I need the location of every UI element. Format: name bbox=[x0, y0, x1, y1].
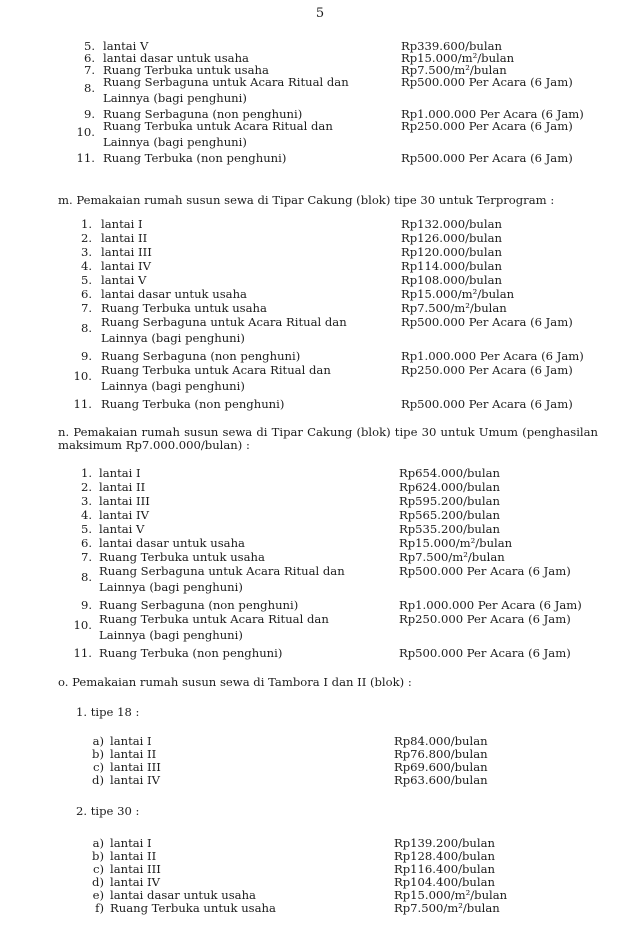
item-price: Rp114.000/bulan bbox=[401, 259, 502, 273]
item-number: 6. bbox=[80, 287, 92, 301]
item-label: lantai I bbox=[110, 836, 152, 850]
item-price: Rp500.000 Per Acara (6 Jam) bbox=[401, 151, 573, 165]
item-label: lantai II bbox=[110, 849, 157, 863]
item-label: Ruang Terbuka untuk usaha bbox=[110, 901, 276, 915]
item-number: 5. bbox=[80, 273, 92, 287]
item-price: Rp565.200/bulan bbox=[399, 508, 500, 522]
item-label: Ruang Terbuka untuk usaha bbox=[101, 301, 267, 315]
item-number: 7. bbox=[83, 63, 95, 77]
item-price: Rp108.000/bulan bbox=[401, 273, 502, 287]
item-number: 8. bbox=[80, 321, 92, 335]
item-label: lantai IV bbox=[110, 875, 161, 889]
item-price: Rp76.800/bulan bbox=[394, 747, 488, 761]
section-o-sub1-title: 1. tipe 18 : bbox=[76, 705, 140, 719]
item-number: 4. bbox=[80, 259, 92, 273]
item-price: Rp15.000/m²/bulan bbox=[401, 51, 515, 65]
item-label: lantai V bbox=[101, 273, 147, 287]
item-number: a) bbox=[92, 836, 104, 850]
item-label: lantai I bbox=[110, 734, 152, 748]
item-number: d) bbox=[92, 875, 104, 889]
item-number: 1. bbox=[80, 466, 92, 480]
item-label: Ruang Terbuka untuk Acara Ritual dan bbox=[99, 612, 329, 626]
item-label: lantai dasar untuk usaha bbox=[110, 888, 256, 902]
item-label: Ruang Serbaguna (non penghuni) bbox=[99, 598, 299, 612]
item-label: lantai dasar untuk usaha bbox=[103, 51, 249, 65]
item-price: Rp7.500/m²/bulan bbox=[399, 550, 505, 564]
item-number: 5. bbox=[80, 522, 92, 536]
item-label: lantai III bbox=[110, 862, 161, 876]
section-n-title: n. Pemakaian rumah susun sewa di Tipar Cakung (blok) tipe 30 untuk Umum (penghasilan maksimum Rp7.000.000/bulan) : bbox=[58, 425, 598, 452]
item-number: 2. bbox=[80, 480, 92, 494]
item-label: lantai IV bbox=[101, 259, 152, 273]
item-label: Lainnya (bagi penghuni) bbox=[99, 580, 243, 594]
item-price: Rp500.000 Per Acara (6 Jam) bbox=[401, 315, 573, 329]
item-price: Rp116.400/bulan bbox=[394, 862, 495, 876]
item-label: Ruang Serbaguna (non penghuni) bbox=[101, 349, 301, 363]
item-label: Lainnya (bagi penghuni) bbox=[101, 331, 245, 345]
item-price: Rp250.000 Per Acara (6 Jam) bbox=[401, 363, 573, 377]
item-label: lantai III bbox=[99, 494, 150, 508]
item-price: Rp654.000/bulan bbox=[399, 466, 500, 480]
item-label: Lainnya (bagi penghuni) bbox=[99, 628, 243, 642]
item-label: Ruang Serbaguna untuk Acara Ritual dan bbox=[101, 315, 347, 329]
item-number: 9. bbox=[80, 598, 92, 612]
item-label: Ruang Terbuka untuk Acara Ritual dan bbox=[101, 363, 331, 377]
item-label: Ruang Terbuka (non penghuni) bbox=[99, 646, 283, 660]
item-label: lantai III bbox=[110, 760, 161, 774]
item-number: 7. bbox=[80, 550, 92, 564]
item-price: Rp250.000 Per Acara (6 Jam) bbox=[401, 119, 573, 133]
item-number: 6. bbox=[80, 536, 92, 550]
item-price: Rp1.000.000 Per Acara (6 Jam) bbox=[401, 107, 584, 121]
item-number: c) bbox=[92, 862, 104, 876]
item-price: Rp1.000.000 Per Acara (6 Jam) bbox=[399, 598, 582, 612]
item-price: Rp250.000 Per Acara (6 Jam) bbox=[399, 612, 571, 626]
item-label: Ruang Terbuka untuk usaha bbox=[103, 63, 269, 77]
item-number: 6. bbox=[83, 51, 95, 65]
item-number: b) bbox=[92, 747, 104, 761]
item-price: Rp132.000/bulan bbox=[401, 217, 502, 231]
item-number: 3. bbox=[80, 245, 92, 259]
item-number: 10. bbox=[76, 125, 95, 139]
item-price: Rp84.000/bulan bbox=[394, 734, 488, 748]
item-label: Ruang Serbaguna (non penghuni) bbox=[103, 107, 303, 121]
item-price: Rp339.600/bulan bbox=[401, 39, 502, 53]
item-price: Rp535.200/bulan bbox=[399, 522, 500, 536]
item-number: c) bbox=[92, 760, 104, 774]
item-price: Rp69.600/bulan bbox=[394, 760, 488, 774]
item-price: Rp7.500/m²/bulan bbox=[401, 301, 507, 315]
item-price: Rp500.000 Per Acara (6 Jam) bbox=[399, 564, 571, 578]
item-label: Ruang Terbuka untuk usaha bbox=[99, 550, 265, 564]
item-label: lantai IV bbox=[110, 773, 161, 787]
item-label: Ruang Terbuka (non penghuni) bbox=[101, 397, 285, 411]
item-label: Lainnya (bagi penghuni) bbox=[103, 135, 247, 149]
item-price: Rp120.000/bulan bbox=[401, 245, 502, 259]
item-price: Rp595.200/bulan bbox=[399, 494, 500, 508]
item-number: e) bbox=[92, 888, 104, 902]
item-number: d) bbox=[92, 773, 104, 787]
item-label: Ruang Terbuka untuk Acara Ritual dan bbox=[103, 119, 333, 133]
item-price: Rp126.000/bulan bbox=[401, 231, 502, 245]
item-price: Rp15.000/m²/bulan bbox=[394, 888, 508, 902]
item-label: Ruang Serbaguna untuk Acara Ritual dan bbox=[99, 564, 345, 578]
item-price: Rp104.400/bulan bbox=[394, 875, 495, 889]
page-number: 5 bbox=[315, 6, 325, 21]
item-label: lantai II bbox=[99, 480, 146, 494]
item-number: 2. bbox=[80, 231, 92, 245]
item-price: Rp500.000 Per Acara (6 Jam) bbox=[401, 75, 573, 89]
item-label: lantai IV bbox=[99, 508, 150, 522]
item-number: a) bbox=[92, 734, 104, 748]
item-number: 9. bbox=[80, 349, 92, 363]
item-label: lantai I bbox=[99, 466, 141, 480]
item-label: lantai V bbox=[103, 39, 149, 53]
item-price: Rp500.000 Per Acara (6 Jam) bbox=[399, 646, 571, 660]
item-label: Ruang Terbuka (non penghuni) bbox=[103, 151, 287, 165]
item-label: lantai dasar untuk usaha bbox=[99, 536, 245, 550]
item-price: Rp128.400/bulan bbox=[394, 849, 495, 863]
section-o-sub2-title: 2. tipe 30 : bbox=[76, 804, 140, 818]
item-price: Rp139.200/bulan bbox=[394, 836, 495, 850]
item-price: Rp500.000 Per Acara (6 Jam) bbox=[401, 397, 573, 411]
item-number: 10. bbox=[73, 369, 92, 383]
item-label: lantai II bbox=[101, 231, 148, 245]
item-label: Lainnya (bagi penghuni) bbox=[103, 91, 247, 105]
item-label: lantai II bbox=[110, 747, 157, 761]
item-price: Rp63.600/bulan bbox=[394, 773, 488, 787]
section-m-title: m. Pemakaian rumah susun sewa di Tipar Cakung (blok) tipe 30 untuk Terprogram : bbox=[58, 193, 555, 207]
item-label: lantai I bbox=[101, 217, 143, 231]
item-label: lantai dasar untuk usaha bbox=[101, 287, 247, 301]
item-label: Lainnya (bagi penghuni) bbox=[101, 379, 245, 393]
item-label: lantai V bbox=[99, 522, 145, 536]
item-price: Rp7.500/m²/bulan bbox=[394, 901, 500, 915]
item-number: 10. bbox=[73, 618, 92, 632]
section-o-title: o. Pemakaian rumah susun sewa di Tambora I dan II (blok) : bbox=[58, 675, 412, 689]
item-number: 11. bbox=[73, 397, 92, 411]
item-price: Rp15.000/m²/bulan bbox=[401, 287, 515, 301]
item-number: b) bbox=[92, 849, 104, 863]
item-number: f) bbox=[95, 901, 104, 915]
item-number: 11. bbox=[76, 151, 95, 165]
item-price: Rp7.500/m²/bulan bbox=[401, 63, 507, 77]
item-label: Ruang Serbaguna untuk Acara Ritual dan bbox=[103, 75, 349, 89]
item-number: 3. bbox=[80, 494, 92, 508]
item-number: 4. bbox=[80, 508, 92, 522]
item-price: Rp1.000.000 Per Acara (6 Jam) bbox=[401, 349, 584, 363]
item-number: 8. bbox=[80, 570, 92, 584]
item-number: 11. bbox=[73, 646, 92, 660]
item-number: 9. bbox=[83, 107, 95, 121]
item-label: lantai III bbox=[101, 245, 152, 259]
item-number: 7. bbox=[80, 301, 92, 315]
item-price: Rp624.000/bulan bbox=[399, 480, 500, 494]
item-number: 8. bbox=[83, 81, 95, 95]
item-number: 1. bbox=[80, 217, 92, 231]
item-price: Rp15.000/m²/bulan bbox=[399, 536, 513, 550]
item-number: 5. bbox=[83, 39, 95, 53]
